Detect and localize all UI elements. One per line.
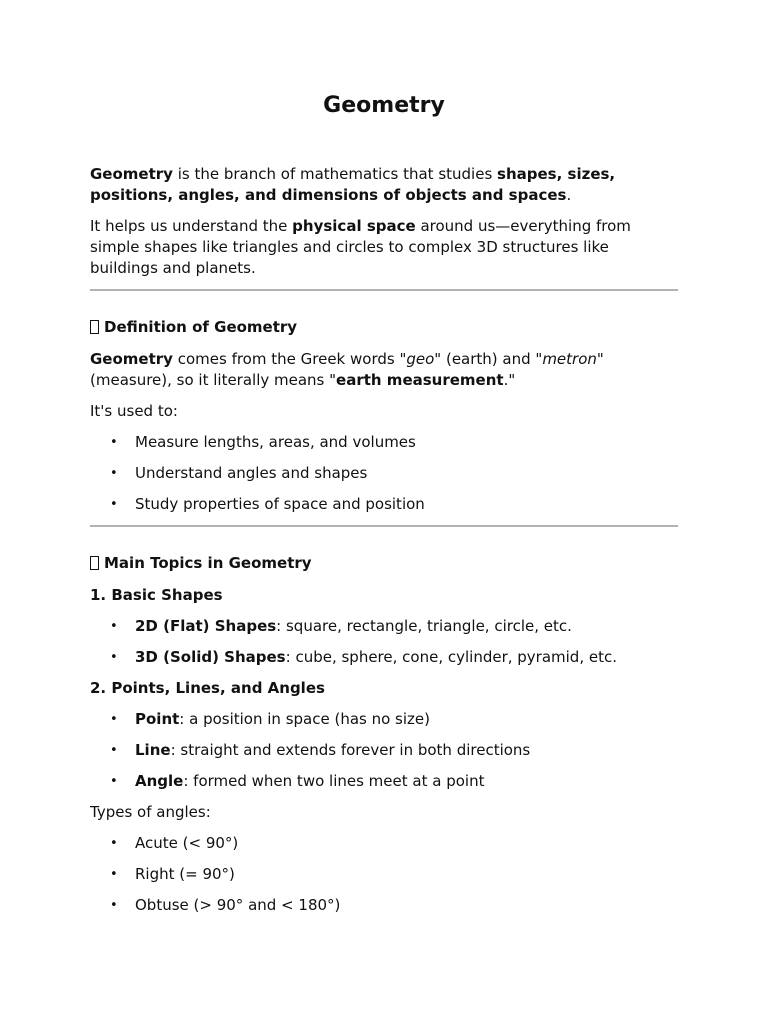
- list-item: [90, 709, 678, 730]
- definition-text-c: " (measure), so it literally means ": [90, 350, 604, 389]
- section-divider: [90, 525, 678, 527]
- intro-paragraph-1: [90, 164, 678, 206]
- list-item-term: Point: [135, 710, 180, 728]
- angle-types-list: [90, 833, 678, 916]
- bullet-icon: •: [110, 435, 118, 450]
- bullet-icon: •: [110, 898, 118, 913]
- basic-shapes-list: [90, 616, 678, 668]
- list-item-term: Angle: [135, 772, 184, 790]
- list-item-term: 3D (Solid) Shapes: [135, 648, 286, 666]
- bullet-icon: •: [110, 774, 118, 789]
- list-item-text: : square, rectangle, triangle, circle, etc.: [276, 617, 572, 635]
- points-lines-list: [90, 709, 678, 792]
- list-item-text: : formed when two lines meet at a point: [183, 772, 485, 790]
- list-item-text: Obtuse (> 90° and < 180°): [135, 896, 341, 914]
- bullet-icon: •: [110, 867, 118, 882]
- list-item-text: : a position in space (has no size): [179, 710, 430, 728]
- intro-paragraph-2: [90, 216, 678, 279]
- bullet-icon: •: [110, 650, 118, 665]
- list-item-text: : straight and extends forever in both directions: [170, 741, 531, 759]
- section-divider: [90, 289, 678, 291]
- points-lines-heading: 2. Points, Lines, and Angles: [90, 679, 325, 697]
- basic-shapes-heading: 1. Basic Shapes: [90, 586, 223, 604]
- definition-heading-text: Definition of Geometry: [104, 318, 298, 336]
- bullet-icon: •: [110, 836, 118, 851]
- definition-geo: geo: [406, 350, 435, 368]
- list-item: [90, 463, 678, 484]
- intro-emphasis: shapes, sizes, positions, angles, and dimensions of objects and spaces: [90, 165, 616, 204]
- definition-heading: [90, 317, 678, 338]
- definition-text-b: " (earth) and ": [434, 350, 543, 368]
- bullet-icon: •: [110, 712, 118, 727]
- bullet-icon: •: [110, 743, 118, 758]
- list-item: [90, 771, 678, 792]
- intro2-text-a: It helps us understand the: [90, 217, 293, 235]
- angle-types-label: Types of angles:: [90, 803, 211, 821]
- bullet-icon: •: [110, 466, 118, 481]
- intro-text: is the branch of mathematics that studies: [172, 165, 498, 183]
- definition-text-d: .": [503, 371, 516, 389]
- definition-text-a: comes from the Greek words ": [172, 350, 407, 368]
- list-item: [90, 432, 678, 453]
- list-item: [90, 833, 678, 854]
- list-item: [90, 864, 678, 885]
- list-item-text: Study properties of space and position: [135, 495, 425, 513]
- definition-term: Geometry: [90, 350, 173, 368]
- intro2-text-b: around us—everything from simple shapes like triangles and circles to complex 3D structures like buildings and planets.: [90, 217, 631, 277]
- list-item-text: Right (= 90°): [135, 865, 235, 883]
- topics-heading-text: Main Topics in Geometry: [104, 554, 312, 572]
- list-item-term: 2D (Flat) Shapes: [135, 617, 277, 635]
- missing-glyph-icon: [90, 556, 99, 570]
- list-item: [90, 740, 678, 761]
- list-item: [90, 895, 678, 916]
- intro-period: .: [566, 186, 572, 204]
- definition-meaning: earth measurement: [336, 371, 504, 389]
- bullet-icon: •: [110, 619, 118, 634]
- page-title: Geometry: [323, 93, 445, 118]
- document-body: [90, 164, 678, 926]
- list-item: [90, 616, 678, 637]
- list-item: [90, 647, 678, 668]
- list-item-text: Understand angles and shapes: [135, 464, 368, 482]
- list-item-text: Measure lengths, areas, and volumes: [135, 433, 416, 451]
- definition-metron: metron: [542, 350, 597, 368]
- intro-term: Geometry: [90, 165, 173, 183]
- bullet-icon: •: [110, 497, 118, 512]
- intro2-emphasis: physical space: [292, 217, 416, 235]
- uses-list: [90, 432, 678, 515]
- definition-paragraph: [90, 349, 678, 391]
- missing-glyph-icon: [90, 320, 99, 334]
- list-item: [90, 494, 678, 515]
- list-item-text: : cube, sphere, cone, cylinder, pyramid, etc.: [285, 648, 617, 666]
- topics-heading: [90, 553, 678, 574]
- list-item-text: Acute (< 90°): [135, 834, 239, 852]
- list-item-term: Line: [135, 741, 171, 759]
- used-to-label: It's used to:: [90, 402, 178, 420]
